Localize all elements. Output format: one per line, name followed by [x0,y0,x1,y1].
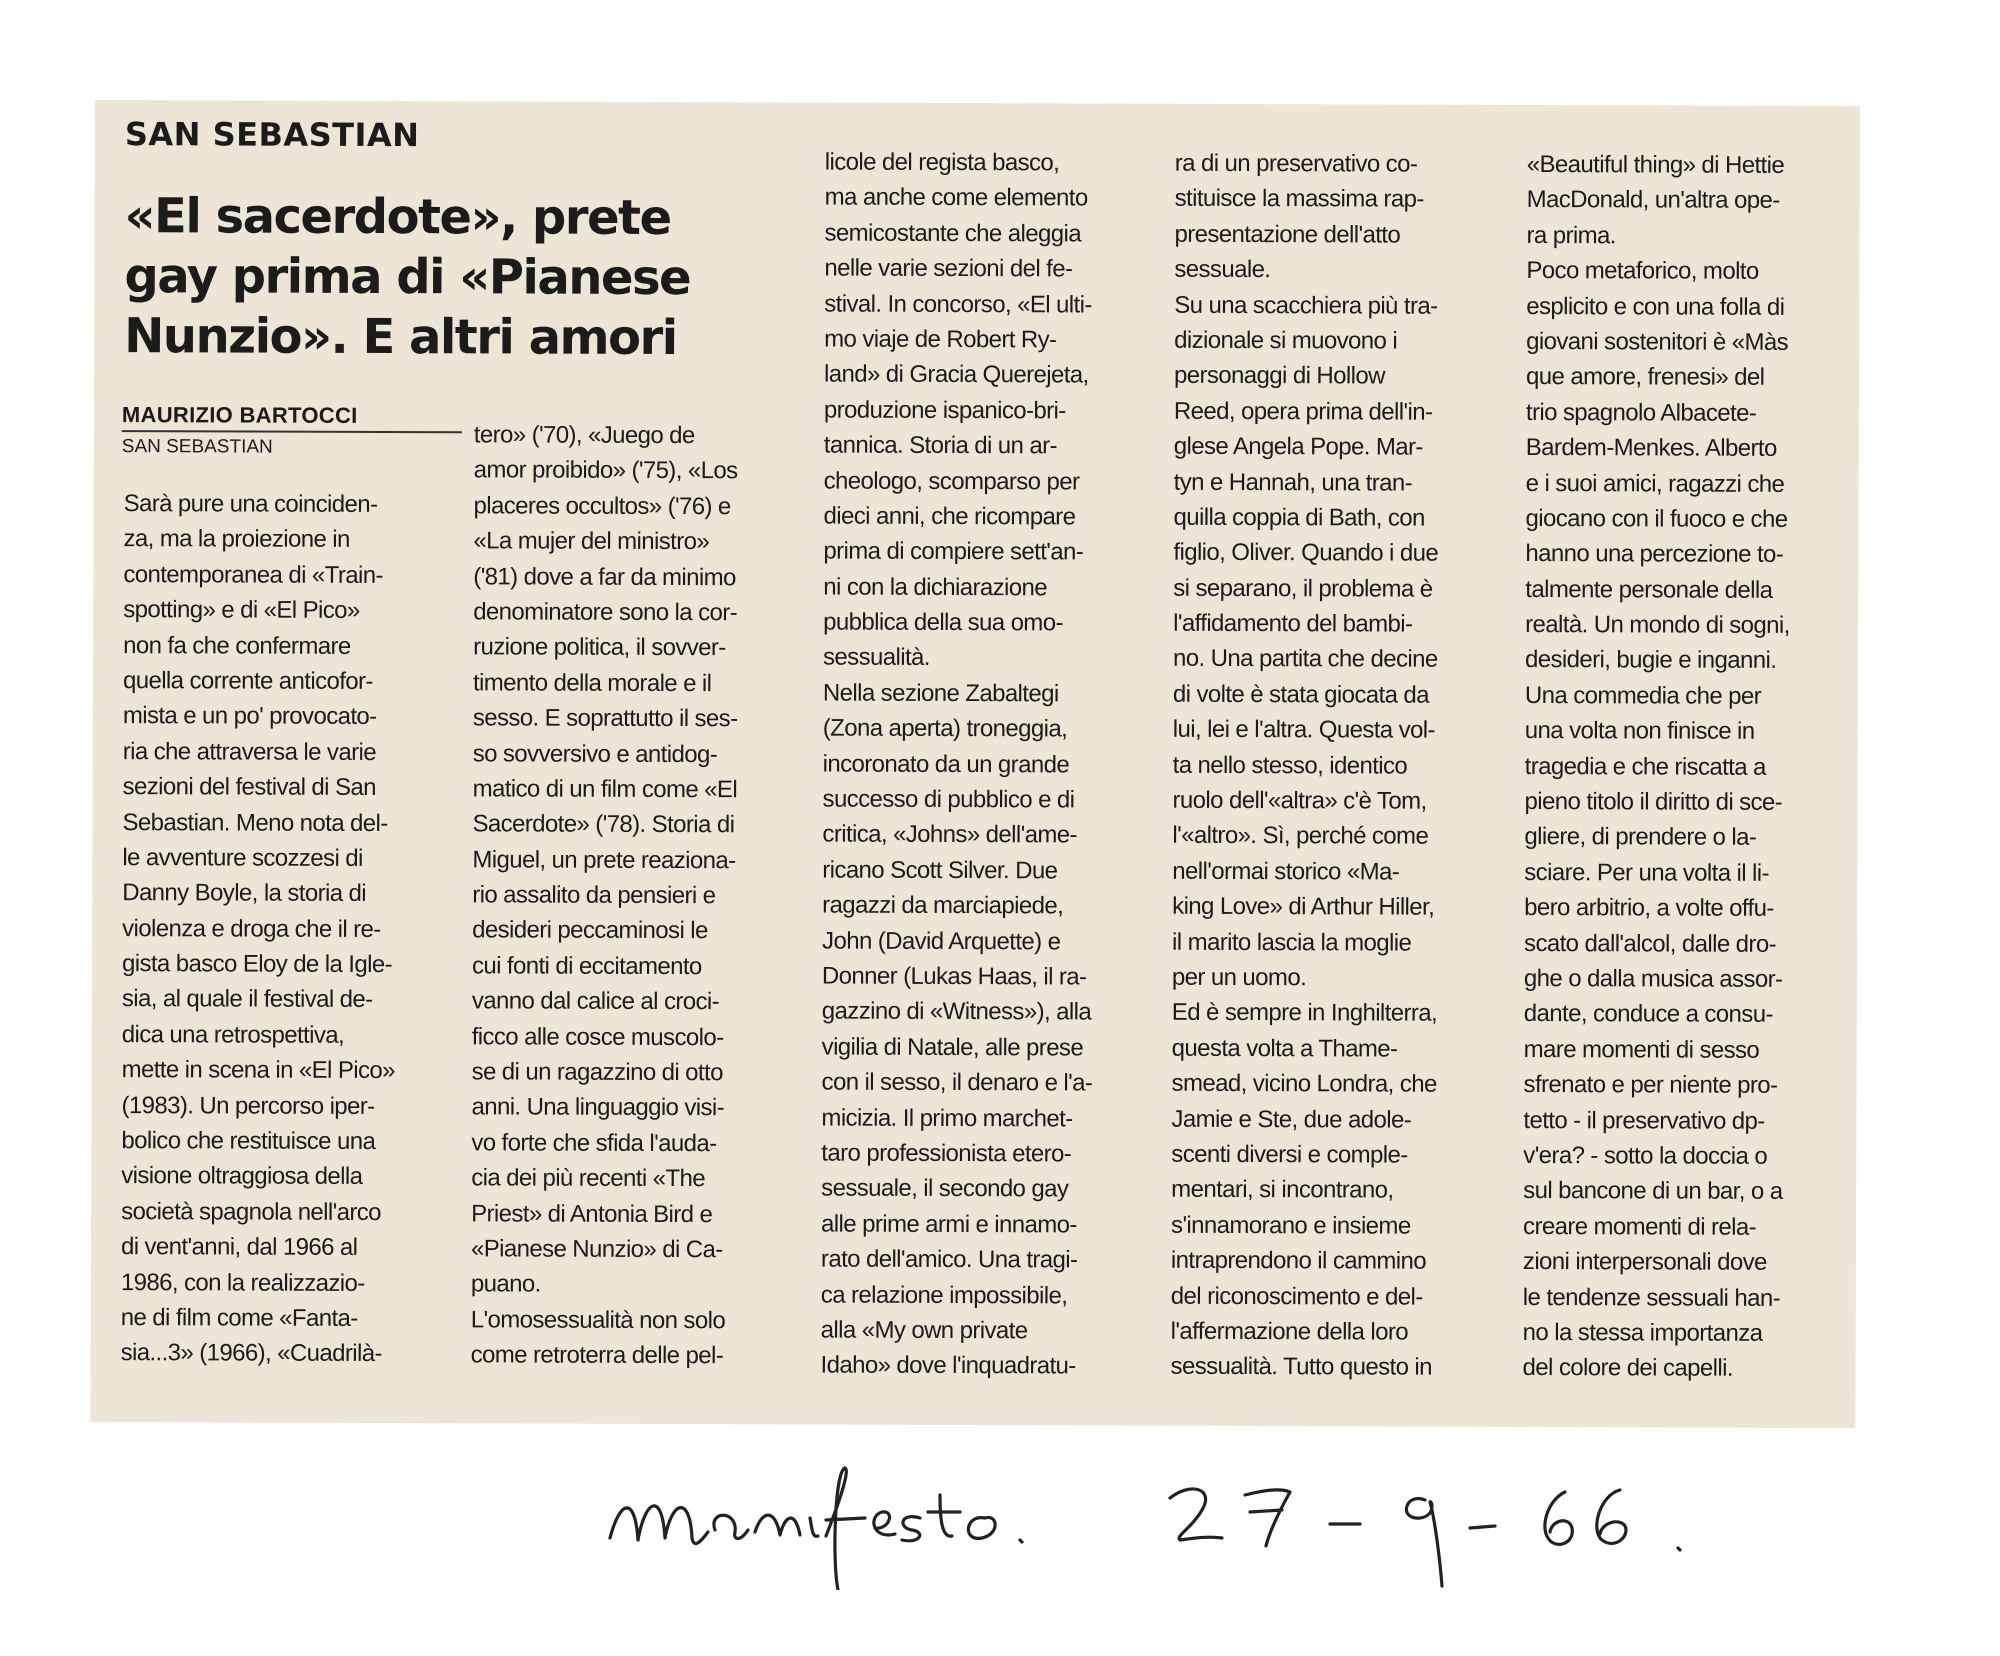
article-line: ricano Scott Silver. Due [822,856,1058,885]
article-column-1 [121,486,462,1372]
article-line: sessualità. [823,644,930,672]
dateline: SAN SEBASTIAN [121,436,273,458]
article-line: scenti diversi e comple- [1171,1140,1408,1169]
article-line: incoronato da un grande [822,750,1070,779]
article-line: e i suoi amici, ragazzi che [1525,469,1785,498]
article-line: MacDonald, un'altra ope- [1526,186,1780,215]
article-line: vanno dal calice al croci- [471,987,720,1016]
article-line: Miguel, un prete reaziona- [472,846,736,874]
article-line: smead, vicino Londra, che [1171,1069,1437,1098]
article-line: glese Angela Pope. Mar- [1173,432,1423,461]
article-line: Danny Boyle, la storia di [122,879,367,908]
article-line: cui fonti di eccitamento [471,952,702,980]
article-line: anni. Una linguaggio visi- [471,1093,725,1122]
article-line: alla «My own private [820,1316,1028,1345]
article-line: ruolo dell'«altra» c'è Tom, [1172,786,1427,815]
article-line: quilla coppia di Bath, con [1173,503,1425,532]
headline [124,186,825,368]
article-line: Bardem-Menkes. Alberto [1525,434,1777,462]
article-line: placeres occultos» ('76) e [473,492,731,521]
article-line: realtà. Un mondo di sogni, [1525,611,1790,639]
article-column-4 [1171,146,1513,1386]
article-line: Su una scacchiera più tra- [1174,291,1438,320]
article-line: desideri peccaminosi le [472,916,708,945]
headline-line: gay prima di «Pianese [124,248,691,307]
article-line: sciare. Per una volta il li- [1524,858,1769,887]
article-line: alle prime armi e innamo- [821,1210,1077,1239]
article-line: denominatore sono la cor- [473,598,738,627]
article-line: so sovversivo e antidog- [472,739,718,768]
article-line: di vent'anni, dal 1966 al [120,1233,358,1262]
article-column-2 [471,417,812,1374]
article-line: trio spagnolo Albacete- [1525,398,1757,427]
article-line: «Pianese Nunzio» di Ca- [470,1235,723,1264]
article-line: ra di un preservativo co- [1174,149,1418,178]
article-column-3 [821,145,1163,1385]
article-line: ne di film come «Fanta- [120,1304,358,1332]
article-line: Sebastian. Meno nota del- [122,808,388,837]
article-line: gazzino di «Witness»), alla [821,997,1092,1026]
article-line: mentari, si incontrano, [1171,1176,1394,1204]
article-line: per un uomo. [1171,963,1307,992]
article-line: quella corrente anticofor- [122,667,373,695]
article-line: intraprendono il cammino [1170,1246,1427,1275]
article-line: sesso. E soprattutto il ses- [472,704,738,733]
article-line: amor proibido» ('75), «Los [473,456,738,485]
article-line: semicostante che aleggia [824,219,1082,248]
article-line: tero» ('70), «Juego de [473,421,695,450]
article-line: Donner (Lukas Haas, il ra- [821,962,1087,991]
article-line: una volta non finisce in [1524,717,1755,746]
article-line: contemporanea di «Train- [123,560,383,589]
article-line: Sacerdote» ('78). Storia di [472,810,735,839]
article-line: king Love» di Arthur Hiller, [1172,892,1435,921]
handwritten-source-note [590,1440,1710,1590]
article-line: critica, «Johns» dell'ame- [822,820,1077,849]
article-line: tyn e Hannah, una tran- [1173,468,1413,497]
article-line: rato dell'amico. Una tragi- [820,1245,1078,1274]
article-line: stival. In concorso, «El ulti- [824,290,1092,319]
article-line: del riconoscimento e del- [1170,1282,1423,1311]
handwriting-drawing [590,1440,1710,1590]
article-line: (1983). Un percorso iper- [121,1091,375,1120]
newspaper-clipping [90,100,1860,1428]
article-line: v'era? - sotto la doccia o [1523,1141,1768,1170]
article-line: tragedia e che riscatta a [1524,752,1766,781]
article-line: di volte è stata giocata da [1172,680,1429,709]
article-line: hanno una percezione to- [1525,540,1784,569]
article-line: no. Una partita che decine [1173,645,1438,674]
article-line: mette in scena in «El Pico» [121,1056,395,1085]
article-line: gista basco Eloy de la Iglе- [121,950,393,979]
article-line: l'affidamento del bambi- [1173,609,1413,638]
article-line: il marito lascia la moglie [1172,928,1412,957]
article-line: ('81) dove a far da minimo [473,562,736,591]
article-line: pubblica della sua omo- [823,608,1063,637]
article-line: l'affermazione della loro [1170,1317,1409,1346]
article-line: spotting» e di «El Pico» [123,596,360,625]
article-line: violenza e droga che il re- [122,914,381,943]
article-line: John (David Arquette) e [822,927,1061,955]
article-line: le tendenze sessuali han- [1522,1283,1781,1312]
article-line: giovani sostenitori è «Màs [1526,327,1789,356]
article-line: mo viaje de Robert Ry- [824,325,1057,354]
article-line: visione oltraggiosa della [121,1162,363,1191]
article-line: come retroterra delle pel- [470,1341,724,1370]
article-line: stituisce la massima rap- [1174,185,1424,214]
article-line: mista e un po' provocato- [122,702,377,731]
article-line: società spagnola nell'arco [121,1197,381,1226]
section-kicker: SAN SEBASTIAN [124,115,420,155]
article-line: ficco alle cosce muscolo- [471,1022,724,1051]
article-line: tannica. Storia di un ar- [823,431,1057,460]
article-line: prima di compiere sett'an- [823,537,1084,566]
article-line: bolico che restituisce una [121,1127,376,1156]
article-line: vo forte che sfida l'auda- [471,1129,717,1157]
article-line: ruzione politica, il sovver- [473,633,726,662]
headline-line: «El sacerdote», prete [124,188,671,247]
article-line: «Beautiful thing» di Hettie [1526,150,1785,179]
article-line: cia dei più recenti «The [471,1164,706,1193]
article-line: sia, al quale il festival de- [121,985,373,1014]
article-line: licole del regista basco, [824,148,1060,177]
article-line: Ed è sempre in Inghilterra, [1171,999,1438,1028]
article-line: L'omosessualità non solo [470,1306,726,1334]
article-line: sezioni del festival di San [122,773,376,802]
article-line: (Zona aperta) troneggia, [822,714,1068,743]
article-line: produzione ispanico-bri- [823,396,1066,425]
article-line: rio assalito da pensieri e [472,881,716,910]
article-line: Poco metaforico, molto [1526,257,1759,285]
article-line: Sarà pure una coinciden- [123,490,378,518]
article-line: ria che attraversa le varie [122,737,377,766]
article-line: micizia. Il primo marchet- [821,1104,1073,1132]
article-line: za, ma la proiezione in [123,525,350,554]
article-line: gliere, di prendere o la- [1524,823,1757,852]
article-line: cheologo, scomparso per [823,467,1080,495]
byline [122,402,462,463]
article-line: non fa che confermare [123,631,351,660]
article-line: Reed, opera prima dell'in- [1173,397,1433,426]
article-line: del colore dei capelli. [1522,1354,1733,1383]
author-name: MAURIZIO BARTOCCI [122,402,462,433]
article-line: scato dall'alcol, dalle dro- [1524,929,1777,958]
article-line: figlio, Oliver. Quando i due [1173,539,1439,567]
article-line: Priest» di Antonia Bird e [471,1199,713,1228]
article-line: le avventure scozzesi di [122,844,363,872]
article-line: sessuale, il secondo gay [821,1174,1069,1203]
article-line: presentazione dell'atto [1174,220,1401,249]
article-column-5 [1523,147,1865,1387]
article-line: tetto - il preservativo dp- [1523,1106,1765,1135]
article-line: Una commedia che per [1524,681,1762,710]
article-line: sessualità. Tutto questo in [1170,1353,1432,1381]
article-line: desideri, bugie e inganni. [1525,646,1777,675]
article-line: pieno titolo il diritto di sce- [1524,788,1783,816]
article-line: dica una retrospettiva, [121,1020,345,1049]
headline-line: Nunzio». E altri amori [124,308,677,367]
article-line: Jamie e Ste, due adole- [1171,1105,1412,1134]
article-line: s'innamorano e insieme [1171,1211,1411,1240]
article-line: ghe o dalla musica assor- [1523,964,1783,993]
article-line: bero arbitrio, a volte offu- [1524,894,1774,923]
article-line: mare momenti di sesso [1523,1035,1760,1064]
article-line: si separano, il problema è [1173,574,1433,603]
article-line: nell'ormai storico «Ma- [1172,857,1400,886]
article-line: land» di Gracia Querejeta, [823,360,1089,389]
article-line: ca relazione impossibile, [820,1281,1068,1309]
article-line: nelle varie sezioni del fe- [824,254,1073,283]
article-line: personaggi di Hollow [1173,362,1385,390]
article-line: ni con la dichiarazione [823,573,1048,602]
article-line: no la stessa importanza [1522,1318,1763,1347]
article-line: successo di pubblico e di [822,785,1075,814]
article-line: dieci anni, che ricompare [823,502,1076,531]
article-line: se di un ragazzino di otto [471,1058,723,1087]
article-line: puano. [470,1270,541,1298]
article-line: sfrenato e per niente pro- [1523,1071,1778,1100]
article-line: sul bancone di un bar, o a [1523,1177,1783,1206]
article-line: taro professionista etero- [821,1139,1072,1168]
article-line: dante, conduce a consu- [1523,1000,1773,1029]
article-line: talmente personale della [1525,575,1773,604]
article-line: vigilia di Natale, alle prese [821,1033,1084,1062]
article-line: creare momenti di rela- [1523,1212,1757,1241]
article-line: sessuale. [1174,255,1271,284]
article-line: sia...3» (1966), «Cuadrilà- [120,1339,382,1368]
article-line: Nella sezione Zabaltegi [822,679,1059,708]
article-line: «La mujer del ministro» [473,527,710,556]
article-line: questa volta a Thame- [1171,1034,1398,1063]
article-line: ma anche come elemento [824,183,1088,212]
article-line: 1986, con la realizzazio- [120,1268,365,1297]
article-line: que amore, frenesi» del [1525,363,1765,392]
article-line: ta nello stesso, identico [1172,751,1408,780]
article-line: ra prima. [1526,221,1616,250]
article-line: con il sesso, il denaro e l'a- [821,1068,1093,1097]
article-line: dizionale si muovono i [1174,326,1398,355]
article-line: esplicito e con una folla di [1526,292,1785,321]
article-line: matico di un film come «El [472,775,738,804]
article-line: ragazzi da marciapiede, [822,891,1064,920]
article-line: zioni interpersonali dove [1522,1248,1767,1276]
article-line: lui, lei e l'altra. Questa vol- [1172,716,1435,744]
article-line: l'«altro». Sì, perché come [1172,822,1429,851]
article-line: giocano con il fuoco e che [1525,504,1788,533]
article-line: timento della morale e il [472,669,712,697]
article-line: Idaho» dove l'inquadratu- [820,1351,1076,1380]
